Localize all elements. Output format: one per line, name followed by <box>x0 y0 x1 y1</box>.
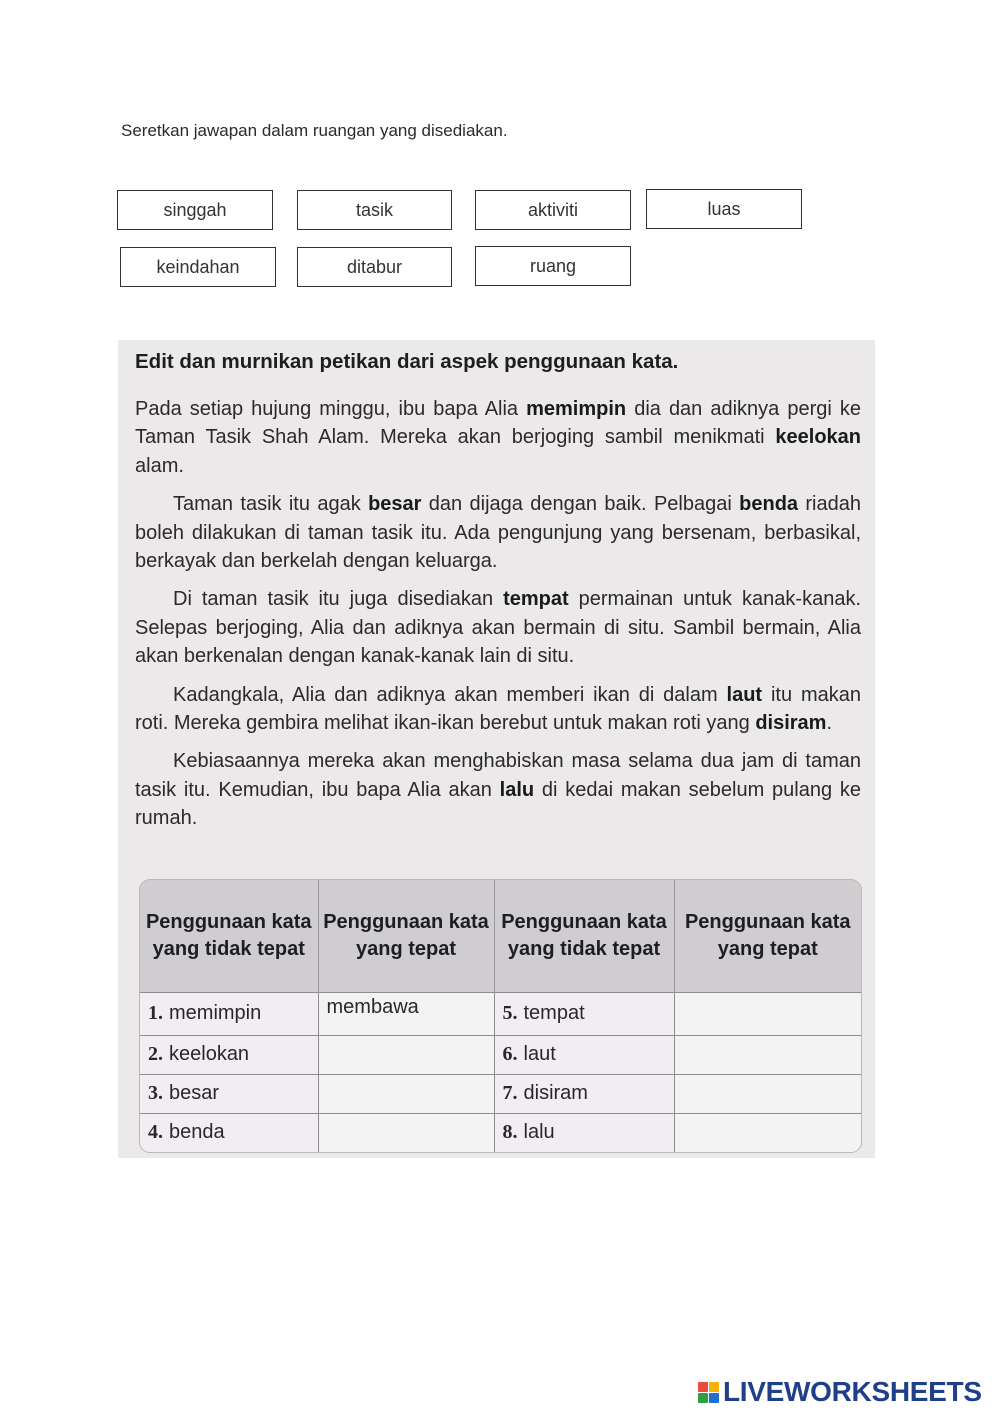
paragraph-2: Taman tasik itu agak besar dan dijaga dengan baik. Pelbagai benda riadah boleh dilakukan di taman tasik itu. Ada pengunjung yang bersenam, berbasikal, berkayak dan berkelah dengan keluarga. <box>135 493 861 573</box>
incorrect-word-cell: 1. memimpin <box>140 993 318 1035</box>
target-word-besar: besar <box>368 493 422 516</box>
target-word-disiram: disiram <box>755 712 827 735</box>
paragraph-3: Di taman tasik itu juga disediakan tempat permainan untuk kanak-kanak. Selepas berjoging, Alia dan adiknya akan bermain di situ. Sambil bermain, Alia akan berkenalan dengan kanak-kanak lain di situ. <box>135 588 861 668</box>
target-word-tempat: tempat <box>503 588 569 611</box>
table-row <box>140 1035 861 1074</box>
table-row <box>140 993 861 1035</box>
incorrect-word-cell: 7. disiram <box>494 1074 674 1113</box>
incorrect-word-cell: 3. besar <box>140 1074 318 1113</box>
exercise-title: Edit dan murnikan petikan dari aspek penggunaan kata. <box>135 350 679 373</box>
header-correct-usage: Penggunaan kata yang tepat <box>318 880 494 993</box>
word-tile-ditabur[interactable]: ditabur <box>297 247 452 287</box>
table-row <box>140 1074 861 1113</box>
target-word-lalu: lalu <box>499 778 535 801</box>
word-tile-tasik[interactable]: tasik <box>297 190 452 230</box>
paragraph-4: Kadangkala, Alia dan adiknya akan memberi ikan di dalam laut itu makan roti. Mereka gembira melihat ikan-ikan berebut untuk makan roti yang disiram. <box>135 683 861 735</box>
answer-table <box>140 880 861 1152</box>
answer-drop-zone-4[interactable] <box>318 1113 494 1152</box>
word-tile-aktiviti[interactable]: aktiviti <box>475 190 631 230</box>
table-header-row <box>140 880 861 993</box>
answer-drop-zone-2[interactable] <box>318 1035 494 1074</box>
answer-drop-zone-1[interactable]: membawa <box>318 993 494 1035</box>
instruction-text: Seretkan jawapan dalam ruangan yang disediakan. <box>121 121 508 140</box>
paragraph-1: Pada setiap hujung minggu, ibu bapa Alia memimpin dia dan adiknya pergi ke Taman Tasik Shah Alam. Mereka akan berjoging sambil menikmati keelokan alam. <box>135 398 862 477</box>
target-word-laut: laut <box>726 683 763 706</box>
target-word-benda: benda <box>739 493 799 516</box>
header-correct-usage-2: Penggunaan kata yang tepat <box>674 880 861 993</box>
liveworksheets-logo <box>698 1376 982 1408</box>
paragraph-5: Kebiasaannya mereka akan menghabiskan masa selama dua jam di taman tasik itu. Kemudian, ibu bapa Alia akan lalu di kedai makan sebelum pulang ke rumah. <box>135 750 861 830</box>
passage <box>135 395 861 843</box>
word-tile-luas[interactable]: luas <box>646 189 802 229</box>
brand-name: LIVEWORKSHEETS <box>723 1376 982 1407</box>
word-tile-keindahan[interactable]: keindahan <box>120 247 276 287</box>
answer-drop-zone-7[interactable] <box>674 1074 861 1113</box>
answer-drop-zone-6[interactable] <box>674 1035 861 1074</box>
exercise-scan <box>118 340 875 1158</box>
logo-blocks-icon <box>698 1382 719 1403</box>
table-row <box>140 1113 861 1152</box>
answer-drop-zone-5[interactable] <box>674 993 861 1035</box>
incorrect-word-cell: 6. laut <box>494 1035 674 1074</box>
incorrect-word-cell: 8. lalu <box>494 1113 674 1152</box>
incorrect-word-cell: 4. benda <box>140 1113 318 1152</box>
word-tile-ruang[interactable]: ruang <box>475 246 631 286</box>
answer-drop-zone-8[interactable] <box>674 1113 861 1152</box>
incorrect-word-cell: 5. tempat <box>494 993 674 1035</box>
header-incorrect-usage-2: Penggunaan kata yang tidak tepat <box>494 880 674 993</box>
header-incorrect-usage: Penggunaan kata yang tidak tepat <box>140 880 318 993</box>
word-tile-singgah[interactable]: singgah <box>117 190 273 230</box>
target-word-memimpin: memimpin <box>526 398 627 420</box>
incorrect-word-cell: 2. keelokan <box>140 1035 318 1074</box>
target-word-keelokan: keelokan <box>775 426 861 449</box>
answer-drop-zone-3[interactable] <box>318 1074 494 1113</box>
